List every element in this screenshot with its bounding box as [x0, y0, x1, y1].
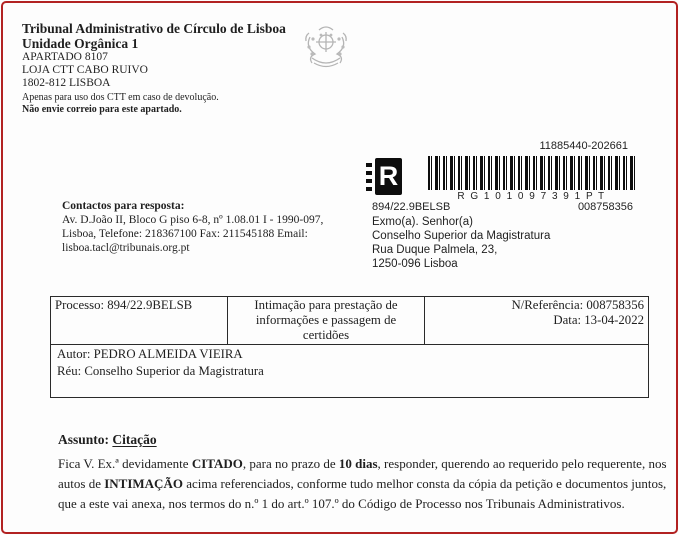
registered-mail-dashes: [366, 163, 372, 191]
case-reu: Réu: Conselho Superior da Magistratura: [57, 363, 264, 378]
contacts-email: lisboa.tacl@tribunais.org.pt: [62, 242, 190, 254]
reference-number: 008758356: [577, 201, 633, 213]
case-subject-line1: Intimação para prestação de: [254, 298, 398, 312]
subject-label: Assunto:: [58, 432, 110, 447]
case-processo-cell: Processo: 894/22.9BELSB: [51, 297, 228, 345]
tracking-number: 11885440-202661: [539, 140, 628, 152]
sender-po-box: APARTADO 8107: [22, 51, 108, 63]
sender-postal-city: 1802-812 LISBOA: [22, 77, 111, 89]
sender-block: [22, 21, 286, 115]
case-table-parties-row: [51, 345, 649, 398]
ctt-warning: Não envie correio para este apartado.: [22, 103, 182, 115]
subject-line: [58, 432, 157, 448]
addressee-block: [372, 215, 550, 271]
sender-store: LOJA CTT CABO RUIVO: [22, 64, 148, 76]
addressee-salutation: Exmo(a). Senhor(a): [372, 216, 473, 228]
case-autor: Autor: PEDRO ALMEIDA VIEIRA: [57, 347, 243, 361]
body-paragraph: Fica V. Ex.ª devidamente CITADO, para no prazo de 10 dias, responder, querendo ao requerido pelo requerente, nos autos de INTIMAÇÃO acima referenciados, conforme tudo melhor consta da cópia da petição e documentos juntos, que a este vai anexa, nos termos do n.º 1 do art.º 107.º do Código de Processo nos Tribunais Administrativos.: [58, 456, 667, 511]
case-table-header-row: [51, 297, 649, 345]
barcode-code: R G 1 0 1 0 9 7 3 9 1 P T: [457, 191, 606, 202]
case-subject-line2: informações e passagem de certidões: [255, 313, 397, 342]
case-table: [50, 296, 649, 398]
addressee-street: Rua Duque Palmela, 23,: [372, 244, 498, 256]
registered-mail-r-icon: [366, 158, 402, 195]
court-name: Tribunal Administrativo de Círculo de Lisboa: [22, 21, 286, 36]
case-subject-cell: [228, 297, 425, 345]
contacts-block: [62, 199, 323, 255]
contacts-address-line2: Lisboa, Telefone: 218367100 Fax: 211545188 Email:: [62, 228, 308, 240]
contacts-title: Contactos para resposta:: [62, 200, 185, 212]
case-parties-cell: [51, 345, 649, 398]
barcode: [428, 156, 635, 190]
subject-value: Citação: [112, 432, 157, 447]
court-unit: Unidade Orgânica 1: [22, 36, 139, 51]
addressee-postal-city: 1250-096 Lisboa: [372, 258, 458, 270]
contacts-address-line1: Av. D.João II, Bloco G piso 6-8, nº 1.08.01 I - 1990-097,: [62, 214, 324, 226]
ctt-note: Apenas para uso dos CTT em caso de devolução.: [22, 92, 219, 103]
registered-mail-r-box: R: [375, 158, 402, 195]
addressee-name: Conselho Superior da Magistratura: [372, 230, 551, 242]
case-reference-cell: [425, 297, 649, 345]
case-reference: N/Referência: 008758356: [511, 298, 644, 312]
coat-of-arms-icon: [299, 25, 353, 73]
process-code: 894/22.9BELSB: [372, 201, 451, 213]
case-date: Data: 13-04-2022: [553, 313, 644, 327]
